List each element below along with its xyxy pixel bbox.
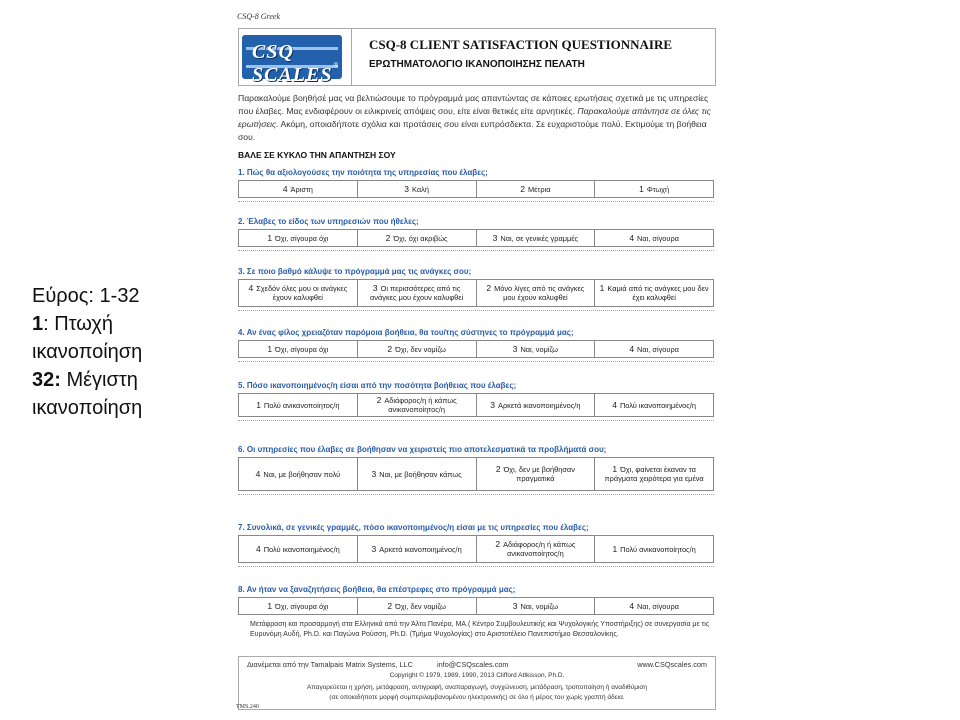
option-score: 3 [371, 468, 377, 479]
option-score: 3 [492, 232, 498, 243]
answer-option[interactable] [476, 394, 595, 417]
min-score-label: : Πτωχή ικανοποίηση [32, 313, 143, 363]
answer-option[interactable] [476, 230, 595, 247]
option-score: 3 [512, 343, 518, 354]
translation-credit: Μετάφραση και προσαρμογή στα Ελληνικά από την Άλτα Πανέρα, ΜΑ.( Κέντρο Συμβουλευτικής και Ψυχολογικής Υποστήριξης) σε συνεργασία με τις Ευρυνόμη Αυδή, Ph.D. και Παγώνα Ρούσση, Ph.D. (Τμήμα Ψυχολογίας) στο Αριστοτέλειο Πανεπιστήμιο Θεσσαλονίκης. [250, 621, 710, 638]
option-score: 4 [629, 232, 635, 243]
option-label: Ναι, με βοήθησαν κάπως [379, 469, 462, 479]
option-label: Μόνο λίγες από τις ανάγκες μου έχουν καλυφθεί [494, 284, 585, 302]
question-2 [238, 217, 716, 251]
answer-option[interactable] [595, 280, 714, 307]
instruction-heading: ΒΑΛΕ ΣΕ ΚΥΚΛΟ ΤΗΝ ΑΠΑΝΤΗΣΗ ΣΟΥ [238, 150, 396, 160]
option-score: 1 [267, 343, 273, 354]
answer-option[interactable] [476, 458, 595, 491]
dotted-separator [238, 310, 714, 311]
option-label: Μέτρια [527, 184, 551, 194]
question-text: 7. Συνολικά, σε γενικές γραμμές, πόσο ικανοποιημένος/η είσαι με τις υπηρεσίες που έλαβες; [238, 523, 589, 532]
answer-option[interactable] [476, 536, 595, 563]
question-6 [238, 445, 716, 495]
title-english: CSQ-8 CLIENT SATISFACTION QUESTIONNAIRE [369, 37, 673, 52]
email-text: info@CSQscales.com [437, 660, 509, 669]
copyright-text: Copyright © 1979, 1989, 1990, 2013 Clifford Attkisson, Ph.D. [389, 672, 565, 679]
option-label: Ναι, σίγουρα [637, 344, 679, 354]
option-score: 1 [256, 399, 261, 410]
option-score: 3 [372, 283, 378, 293]
answer-option[interactable] [357, 598, 476, 615]
option-score: 1 [612, 543, 618, 554]
intro-text-1: Παρακαλούμε βοηθήσέ μας να βελτιώσουμε το πρόγραμμά μας απαντώντας σε κάποιες ερωτήσεις σχετικά με τις υπηρεσίες που έλαβες. Μας ενδιαφέρουν οι ειλικρινείς απόψεις σου, είτε είναι θετικές είτε αρνητικές. [238, 93, 709, 116]
registered-mark: ® [333, 63, 338, 69]
answer-options [238, 597, 714, 615]
max-score-line [32, 366, 222, 422]
option-score: 1 [599, 283, 605, 293]
website-text: www.CSQscales.com [637, 660, 707, 669]
option-label: Φτωχή [646, 184, 670, 194]
max-score-number: 32: [32, 369, 61, 391]
intro-text-emphasis: Παρακαλούμε απάντησε σε όλες τις ερωτήσεις. [238, 106, 711, 129]
option-label: Αρκετά ικανοποιημένος/η [379, 544, 462, 554]
tms-code: TMS.240 [236, 704, 259, 710]
answer-option[interactable] [239, 230, 358, 247]
answer-option[interactable] [595, 394, 714, 417]
answer-options [238, 279, 714, 307]
answer-option[interactable] [239, 598, 358, 615]
option-score: 2 [385, 232, 391, 243]
answer-option[interactable] [239, 280, 358, 307]
option-label: Ναι, νομίζω [520, 344, 559, 354]
title-greek: ΕΡΩΤΗΜΑΤΟΛΟΓΙΟ ΙΚΑΝΟΠΟΙΗΣΗΣ ΠΕΛΑΤΗ [369, 59, 585, 70]
score-range-note [32, 282, 222, 422]
option-label: Πολύ ανικανοποίητος/η [620, 544, 696, 554]
option-score: 3 [512, 600, 518, 611]
option-label: Σχεδόν όλες μου οι ανάγκες έχουν καλυφθεί [256, 284, 348, 302]
answer-option[interactable] [595, 598, 714, 615]
form-footer [238, 656, 716, 710]
option-score: 4 [248, 283, 254, 293]
answer-option[interactable] [595, 536, 714, 563]
answer-option[interactable] [239, 181, 358, 198]
answer-option[interactable] [239, 394, 358, 417]
answer-option[interactable] [357, 280, 476, 307]
option-label: Αδιάφορος/η ή κάπως ανικανοποίητος/η [384, 396, 457, 414]
intro-paragraph [238, 92, 716, 144]
min-score-number: 1 [32, 313, 44, 335]
answer-option[interactable] [239, 341, 358, 358]
option-label: Ναι, σίγουρα [637, 233, 679, 243]
option-score: 1 [267, 232, 273, 243]
option-score: 4 [629, 343, 635, 354]
option-label: Όχι, σίγουρα όχι [275, 233, 329, 243]
answer-option[interactable] [357, 341, 476, 358]
answer-options [238, 535, 714, 563]
option-label: Ναι, νομίζω [520, 601, 559, 611]
option-label: Πολύ ικανοποιημένος/η [263, 544, 340, 554]
dotted-separator [238, 250, 714, 251]
dotted-separator [238, 361, 714, 362]
option-score: 4 [629, 600, 635, 611]
answer-option[interactable] [239, 458, 358, 491]
min-score-line [32, 310, 222, 366]
option-label: Όχι, δεν με βοήθησαν πραγματικά [503, 465, 575, 483]
option-score: 4 [255, 468, 261, 479]
question-text: 2. Έλαβες το είδος των υπηρεσιών που ήθελες; [238, 217, 419, 226]
answer-option[interactable] [595, 341, 714, 358]
distributor-text: Διανέμεται από την Tamalpais Matrix Systems, LLC [247, 660, 413, 669]
option-label: Καλή [412, 184, 429, 194]
answer-option[interactable] [239, 536, 358, 563]
answer-option[interactable] [476, 598, 595, 615]
option-score: 1 [267, 600, 273, 611]
question-text: 3. Σε ποιο βαθμό κάλυψε το πρόγραμμά μας τις ανάγκες σου; [238, 267, 472, 276]
question-text: 5. Πόσο ικανοποιημένος/η είσαι από την ποσότητα βοήθειας που έλαβες; [238, 381, 517, 390]
option-label: Όχι, δεν νομίζω [395, 344, 446, 354]
option-score: 3 [404, 183, 410, 194]
answer-option[interactable] [357, 394, 476, 417]
range-text: Εύρος: 1-32 [32, 285, 140, 307]
option-score: 4 [282, 183, 288, 194]
option-score: 1 [612, 464, 618, 474]
answer-option[interactable] [595, 458, 714, 491]
answer-option[interactable] [357, 181, 476, 198]
header-divider [351, 29, 352, 85]
legal-text-2: (σε οποιαδήποτε μορφή συμπεριλαμβανομένου ηλεκτρονικής) σε όλο ή μέρος του χωρίς γραπτή άδεια. [329, 694, 625, 701]
answer-options [238, 340, 714, 358]
question-1 [238, 168, 716, 202]
option-score: 2 [495, 464, 501, 474]
option-label: Ναι, σε γενικές γραμμές [500, 233, 579, 243]
answer-option[interactable] [595, 230, 714, 247]
option-label: Πολύ ανικανοποίητος/η [263, 400, 340, 410]
question-3 [238, 267, 716, 311]
option-score: 4 [612, 399, 617, 410]
questionnaire-page [228, 8, 722, 716]
option-label: Ναι, σίγουρα [637, 601, 679, 611]
question-text: 4. Αν ένας φίλος χρειαζόταν παρόμοια βοήθεια, θα του/της σύστηνες το πρόγραμμά μας; [238, 328, 574, 337]
option-label: Όχι, δεν νομίζω [395, 601, 446, 611]
answer-option[interactable] [595, 181, 714, 198]
option-label: Οι περισσότερες από τις ανάγκες μου έχουν καλυφθεί [370, 284, 464, 302]
dotted-separator [238, 420, 714, 421]
option-label: Αρκετά ικανοποιημένος/η [498, 400, 581, 410]
option-score: 2 [387, 343, 393, 354]
intro-text-2: Ακόμη, οποιαδήποτε σχόλια και προτάσεις σου είναι ευπρόσδεκτα. Σε ευχαριστούμε πολύ. Εκτιμούμε τη βοήθεια σου. [238, 119, 707, 142]
answer-options [238, 393, 714, 417]
answer-option[interactable] [357, 536, 476, 563]
question-5 [238, 381, 716, 421]
option-label: Όχι, σίγουρα όχι [275, 601, 329, 611]
option-label: Πολύ ικανοποιημένος/η [619, 400, 697, 410]
legal-text-1: Απαγορεύεται η χρήση, μετάφραση, αντιγραφή, αναπαραγωγή, συγχώνευση, μετάδραση, τροποποίηση ή αναδιθύμιση [306, 684, 648, 691]
question-text: 8. Αν ήταν να ξαναζητήσεις βοήθεια, θα επέστρεφες στο πρόγραμμά μας; [238, 585, 516, 594]
max-score-label: Μέγιστη ικανοποίηση [32, 369, 143, 419]
option-label: Αδιάφορος/η ή κάπως ανικανοποίητος/η [503, 540, 576, 558]
dotted-separator [238, 566, 714, 567]
option-score: 2 [376, 395, 382, 405]
option-label: Ναι, με βοήθησαν πολύ [263, 469, 341, 479]
question-8 [238, 585, 716, 615]
option-label: Άριστη [290, 184, 313, 194]
question-7 [238, 523, 716, 567]
answer-option[interactable] [476, 341, 595, 358]
option-score: 2 [520, 183, 525, 194]
question-text: 6. Οι υπηρεσίες που έλαβες σε βοήθησαν να χειριστείς πιο αποτελεσματικά τα προβλήματά σου; [238, 445, 607, 454]
option-label: Όχι, φαίνεται έκαναν τα πράγματα χειρότερα για εμένα [604, 465, 704, 483]
dotted-separator [238, 201, 714, 202]
question-text: 1. Πώς θα αξιολογούσες την ποιότητα της υπηρεσίας που έλαβες; [238, 168, 488, 177]
csq-scales-logo [242, 35, 342, 86]
option-label: Όχι, όχι ακριβώς [393, 233, 448, 243]
question-4 [238, 328, 716, 362]
option-score: 2 [495, 539, 501, 549]
answer-options [238, 180, 714, 198]
form-header [238, 28, 716, 86]
answer-option[interactable] [476, 280, 595, 307]
option-score: 3 [490, 399, 496, 410]
option-score: 2 [387, 600, 393, 611]
option-score: 1 [639, 183, 644, 194]
option-label: Καμιά από τις ανάγκες μου δεν έχει καλυφθεί [607, 284, 709, 302]
option-score: 3 [371, 543, 377, 554]
answer-option[interactable] [357, 458, 476, 491]
dotted-separator [238, 494, 714, 495]
logo-text: CSQ SCALES [252, 41, 333, 86]
option-score: 4 [255, 543, 261, 554]
form-code-label: CSQ-8 Greek [237, 12, 281, 21]
answer-option[interactable] [357, 230, 476, 247]
option-label: Όχι, σίγουρα όχι [275, 344, 329, 354]
answer-options [238, 229, 714, 247]
option-score: 2 [486, 283, 492, 293]
answer-options [238, 457, 714, 491]
answer-option[interactable] [476, 181, 595, 198]
